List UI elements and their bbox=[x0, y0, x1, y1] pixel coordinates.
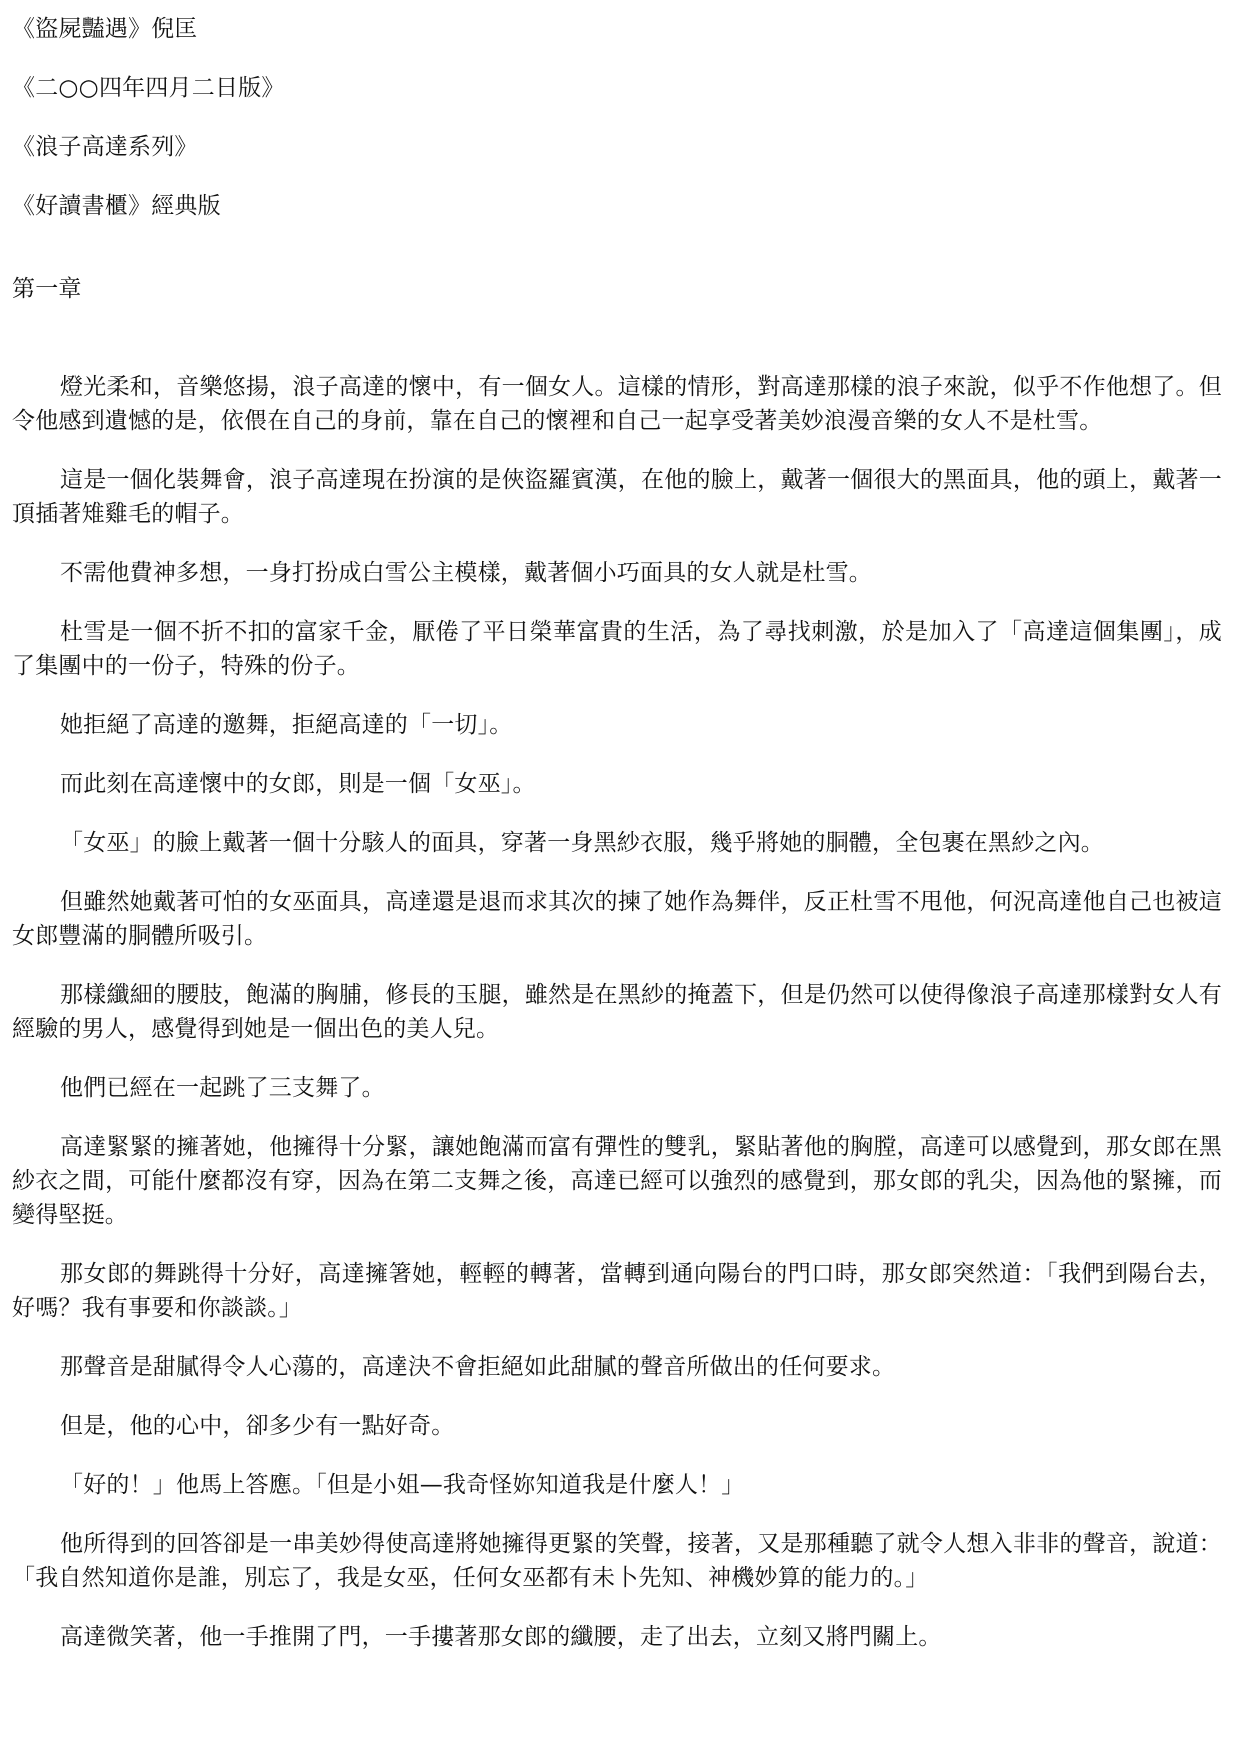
paragraph: 那樣纖細的腰肢，飽滿的胸脯，修長的玉腿，雖然是在黑紗的掩蓋下，但是仍然可以使得像浪子高達那樣對女人有經驗的男人，感覺得到她是一個出色的美人兒。 bbox=[12, 982, 1222, 1042]
paragraph: 但是，他的心中，卻多少有一點好奇。 bbox=[60, 1413, 455, 1439]
paragraph: 她拒絕了高達的邀舞，拒絕高達的「一切」。 bbox=[60, 712, 513, 738]
paragraph: 這是一個化裝舞會，浪子高達現在扮演的是俠盜羅賓漢，在他的臉上，戴著一個很大的黑面具，他的頭上，戴著一頂插著雉雞毛的帽子。 bbox=[12, 467, 1222, 527]
paragraph: 他們已經在一起跳了三支舞了。 bbox=[60, 1075, 385, 1101]
paragraph: 燈光柔和，音樂悠揚，浪子高達的懷中，有一個女人。這樣的情形，對高達那樣的浪子來說，似乎不作他想了。但令他感到遺憾的是，依偎在自己的身前，靠在自己的懷裡和自己一起享受著美妙浪漫音樂的女人不是杜雪。 bbox=[12, 374, 1222, 434]
paragraph: 高達微笑著，他一手推開了門，一手摟著那女郎的纖腰，走了出去，立刻又將門關上。 bbox=[60, 1624, 942, 1650]
document-page bbox=[12, 12, 1222, 1654]
chapter-body bbox=[12, 370, 1222, 1654]
series-line: 《浪子高達系列》 bbox=[12, 134, 198, 160]
paragraph: 不需他費神多想，一身打扮成白雪公主模樣，戴著個小巧面具的女人就是杜雪。 bbox=[60, 560, 872, 586]
paragraph: 那女郎的舞跳得十分好，高達擁箸她，輕輕的轉著，當轉到通向陽台的門口時，那女郎突然道：「我們到陽台去，好嗎？我有事要和你談談。」 bbox=[12, 1261, 1222, 1321]
paragraph: 「女巫」的臉上戴著一個十分駭人的面具，穿著一身黑紗衣服，幾乎將她的胴體，全包裹在黑紗之內。 bbox=[60, 830, 1104, 856]
paragraph: 那聲音是甜膩得令人心蕩的，高達決不會拒絕如此甜膩的聲音所做出的任何要求。 bbox=[60, 1354, 896, 1380]
paragraph: 而此刻在高達懷中的女郎，則是一個「女巫」。 bbox=[60, 771, 536, 797]
paragraph: 高達緊緊的擁著她，他擁得十分緊，讓她飽滿而富有彈性的雙乳，緊貼著他的胸膛，高達可以感覺到，那女郎在黑紗衣之間，可能什麼都沒有穿，因為在第二支舞之後，高達已經可以強烈的感覺到，那女郎的乳尖，因為他的緊擁，而變得堅挺。 bbox=[12, 1134, 1222, 1228]
edition-date-line: 《二○○四年四月二日版》 bbox=[12, 75, 285, 101]
paragraph: 他所得到的回答卻是一串美妙得使高達將她擁得更緊的笑聲，接著，又是那種聽了就令人想入非非的聲音，說道：「我自然知道你是誰，別忘了，我是女巫，任何女巫都有未卜先知、神機妙算的能力的。」 bbox=[12, 1531, 1222, 1591]
paragraph: 「好的！」他馬上答應。「但是小姐—我奇怪妳知道我是什麼人！」 bbox=[60, 1472, 745, 1498]
publisher-line: 《好讀書櫃》經典版 bbox=[12, 193, 221, 219]
paragraph: 但雖然她戴著可怕的女巫面具，高達還是退而求其次的揀了她作為舞伴，反正杜雪不甩他，何況高達他自己也被這女郎豐滿的胴體所吸引。 bbox=[12, 889, 1222, 949]
paragraph: 杜雪是一個不折不扣的富家千金，厭倦了平日榮華富貴的生活，為了尋找刺激，於是加入了「高達這個集團」，成了集團中的一份子，特殊的份子。 bbox=[12, 619, 1222, 679]
chapter-title: 第一章 bbox=[12, 276, 82, 302]
book-title-line: 《盜屍豔遇》倪匡 bbox=[12, 16, 198, 42]
